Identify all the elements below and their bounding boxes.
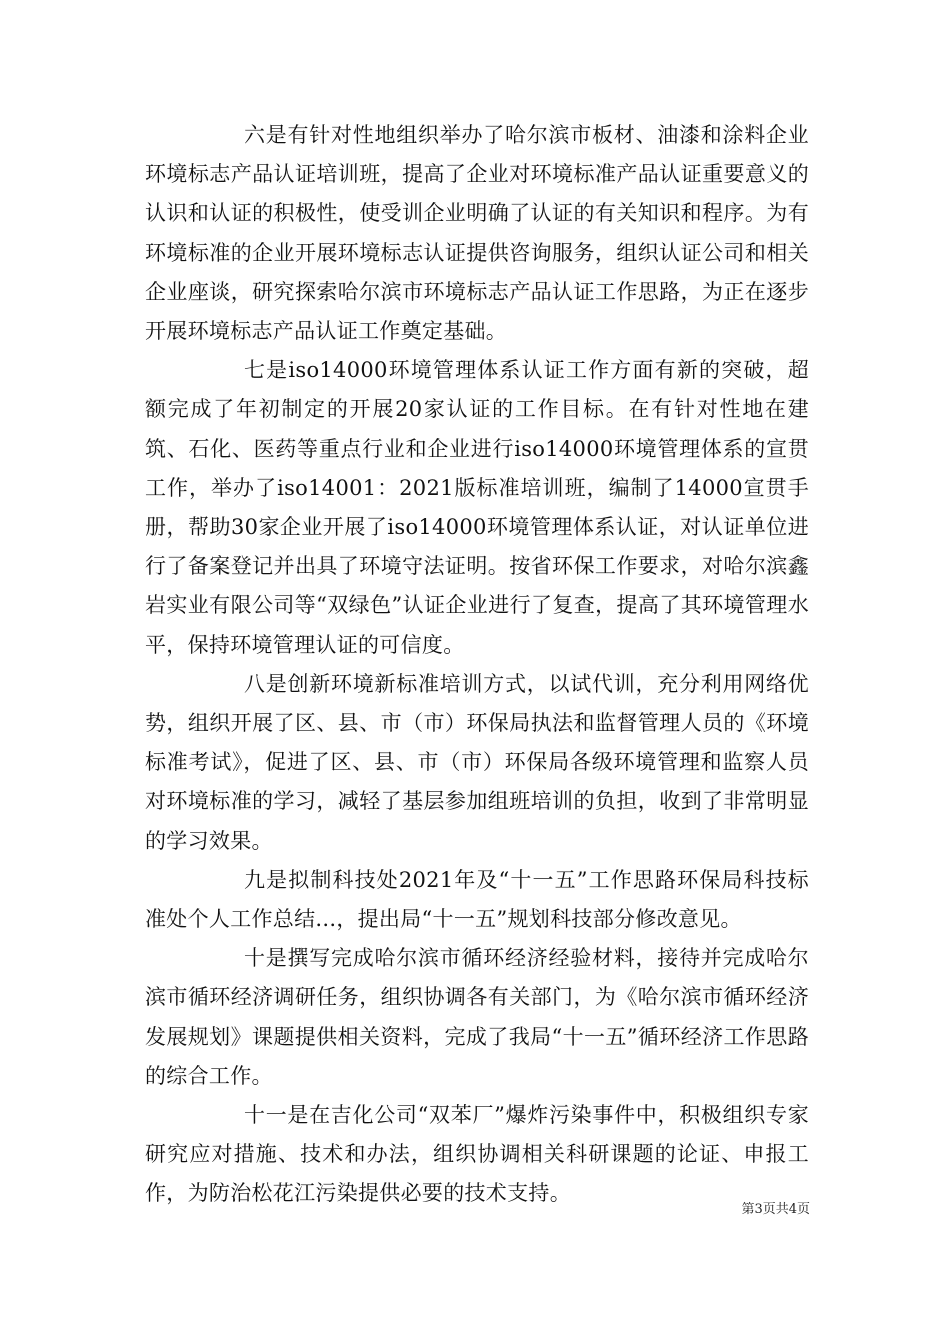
paragraph-11: 十一是在吉化公司“双苯厂”爆炸污染事件中，积极组织专家研究应对措施、技术和办法，组织协调相关科研课题的论证、申报工作，为防治松花江污染提供必要的技术支持。 [145,1103,809,1206]
page-number-footer: 第3页共4页 [741,1202,810,1217]
document-body [145,116,809,1214]
paragraph-6: 六是有针对性地组织举办了哈尔滨市板材、油漆和涂料企业环境标志产品认证培训班，提高了企业对环境标准产品认证重要意义的认识和认证的积极性，使受训企业明确了认证的有关知识和程序。为有环境标准的企业开展环境标志认证提供咨询服务，组织认证公司和相关企业座谈，研究探索哈尔滨市环境标志产品认证工作思路，为正在逐步开展环境标志产品认证工作奠定基础。 [145,123,809,344]
paragraph-8: 八是创新环境新标准培训方式，以试代训，充分利用网络优势，组织开展了区、县、市（市）环保局执法和监督管理人员的《环境标准考试》，促进了区、县、市（市）环保局各级环境管理和监察人员对环境标准的学习，减轻了基层参加组班培训的负担，收到了非常明显的学习效果。 [145,671,809,853]
paragraph-10: 十是撰写完成哈尔滨市循环经济经验材料，接待并完成哈尔滨市循环经济调研任务，组织协调各有关部门，为《哈尔滨市循环经济发展规划》课题提供相关资料，完成了我局“十一五”循环经济工作思路的综合工作。 [145,946,809,1088]
paragraph-9: 九是拟制科技处2021年及“十一五”工作思路环保局科技标准处个人工作总结...，提出局“十一五”规划科技部分修改意见。 [145,867,809,932]
paragraph-7: 七是iso14000环境管理体系认证工作方面有新的突破，超额完成了年初制定的开展20家认证的工作目标。在有针对性地在建筑、石化、医药等重点行业和企业进行iso14000环境管理体系的宣贯工作，举办了iso14001：2021版标准培训班，编制了14000宣贯手册，帮助30家企业开展了iso14000环境管理体系认证，对认证单位进行了备案登记并出具了环境守法证明。按省环保工作要求，对哈尔滨鑫岩实业有限公司等“双绿色”认证企业进行了复查，提高了其环境管理水平，保持环境管理认证的可信度。 [145,358,809,657]
